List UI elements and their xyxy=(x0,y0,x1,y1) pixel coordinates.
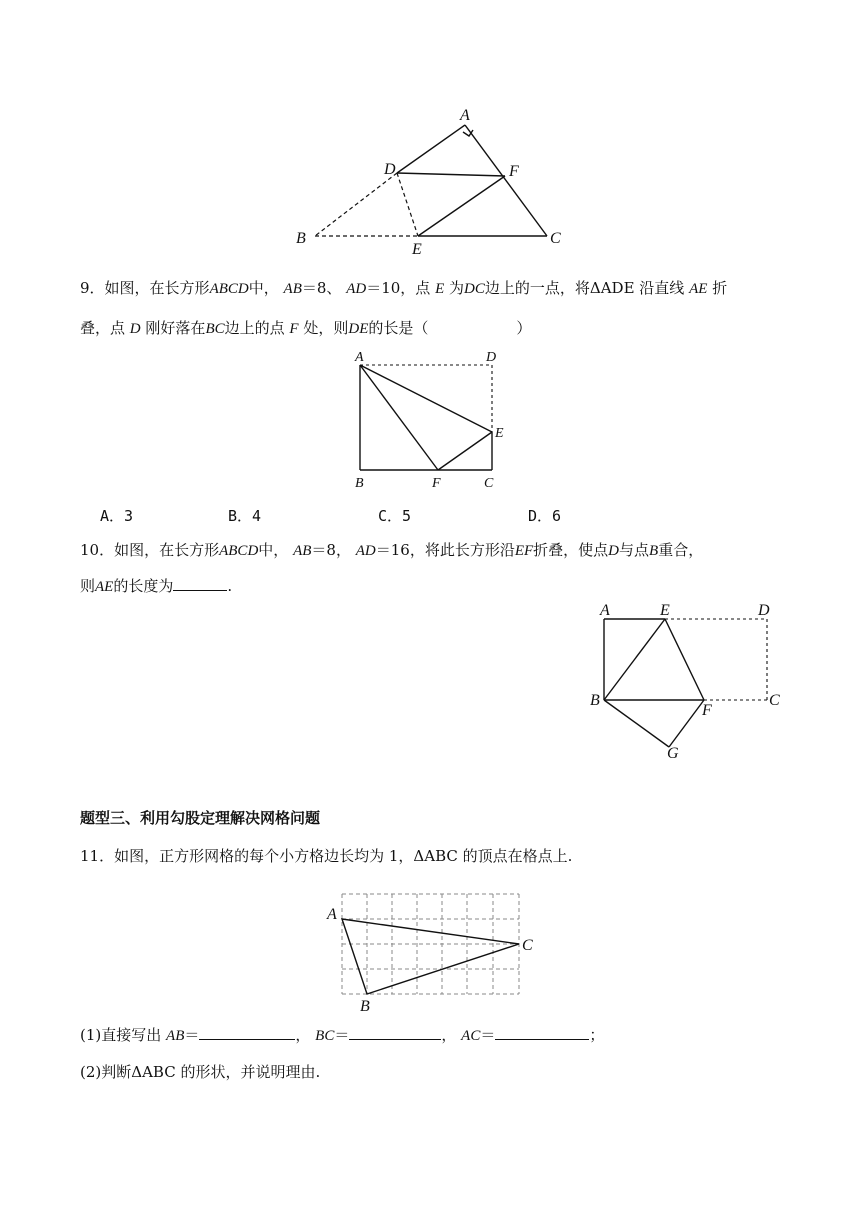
q9-text: 为 xyxy=(449,279,465,297)
q10-text: 与点 xyxy=(619,541,650,559)
q11-figure xyxy=(0,880,860,1020)
q10-var: EF xyxy=(514,543,534,559)
q11-sep: ， xyxy=(295,1026,311,1044)
q10-text: 则 xyxy=(80,577,96,595)
q9-option-c[interactable]: C．5 xyxy=(378,507,412,525)
q9-line1 xyxy=(80,278,727,299)
q11-var: BC xyxy=(315,1028,335,1044)
q9-var: E xyxy=(435,281,445,297)
q10-label-d: D xyxy=(758,602,770,619)
q10-text: ＝16，将此长方形沿 xyxy=(375,541,515,559)
q9-option-b[interactable]: B．4 xyxy=(228,507,262,525)
q9-text: ） xyxy=(516,319,532,337)
q11-label-b: B xyxy=(360,998,370,1015)
q9-option-d[interactable]: D．6 xyxy=(528,507,562,525)
q11-eq: ＝ xyxy=(480,1026,496,1044)
q9-text: 折 xyxy=(712,279,728,297)
q9-var: F xyxy=(289,321,299,337)
q9-var: AD xyxy=(346,281,367,297)
q9-text: ＝10，点 xyxy=(366,279,431,297)
q8-figure xyxy=(0,0,860,260)
q9-line2 xyxy=(80,318,531,339)
q11-sub1 xyxy=(80,1025,604,1046)
q9-text: 中， xyxy=(248,279,279,297)
q11-var: AC xyxy=(461,1028,481,1044)
q11-var: AB xyxy=(166,1028,185,1044)
q9-text: 边上的一点，将ΔADE 沿直线 xyxy=(484,279,685,297)
q11-eq: ＝ xyxy=(334,1026,350,1044)
q10-text: 的长度为 xyxy=(113,577,174,595)
q11-sub2: (2)判断ΔABC 的形状，并说明理由. xyxy=(80,1063,321,1081)
q11-stem-text: 如图，正方形网格的每个小方格边长均为 1，ΔABC 的顶点在格点上. xyxy=(114,847,573,865)
q10-var: ABCD xyxy=(219,543,259,559)
q11-stem xyxy=(80,846,572,866)
section-title: 题型三、利用勾股定理解决网格问题 xyxy=(80,809,321,827)
q10-text: . xyxy=(227,577,233,595)
q9-label-b: B xyxy=(355,476,364,491)
q10-text: 重合， xyxy=(658,541,704,559)
q9-number: 9． xyxy=(80,279,105,297)
q11-label-c: C xyxy=(522,937,533,954)
q8-label-d: D xyxy=(384,161,396,178)
q9-figure xyxy=(0,340,860,500)
q9-label-a: A xyxy=(355,350,364,365)
q8-label-a: A xyxy=(460,107,470,124)
q10-line2 xyxy=(80,576,232,597)
q10-answer-blank[interactable] xyxy=(173,576,227,591)
q9-var: DC xyxy=(464,281,485,297)
q10-line1 xyxy=(80,540,703,561)
q9-var: AB xyxy=(283,281,302,297)
q9-var: DE xyxy=(348,321,369,337)
q10-var: D xyxy=(608,543,620,559)
q11-end: ； xyxy=(589,1026,605,1044)
q11-ac-blank[interactable] xyxy=(495,1025,589,1040)
q11-number: 11． xyxy=(80,847,115,865)
q9-option-a[interactable]: A．3 xyxy=(100,507,134,525)
q10-text: ＝8， xyxy=(311,541,351,559)
q9-label-f: F xyxy=(432,476,441,491)
q11-bc-blank[interactable] xyxy=(349,1025,441,1040)
q8-label-c: C xyxy=(550,230,561,247)
q10-number: 10． xyxy=(80,541,115,559)
q9-label-c: C xyxy=(484,476,494,491)
q9-var: BC xyxy=(205,321,225,337)
q10-var: AD xyxy=(355,543,376,559)
q9-var: D xyxy=(129,321,141,337)
q11-ab-blank[interactable] xyxy=(199,1025,295,1040)
q9-label-e: E xyxy=(495,426,504,441)
q9-text: ＝8、 xyxy=(301,279,342,297)
q10-text: 如图，在长方形 xyxy=(114,541,220,559)
q10-label-c: C xyxy=(769,692,780,709)
q9-text: 的长是（ xyxy=(368,319,429,337)
q10-label-e: E xyxy=(660,602,670,619)
q9-label-d: D xyxy=(486,350,497,365)
q9-text: 边上的点 xyxy=(224,319,285,337)
q10-label-a: A xyxy=(600,602,610,619)
q10-label-f: F xyxy=(702,702,712,719)
q11-label-a: A xyxy=(327,906,337,923)
q11-eq: ＝ xyxy=(184,1026,200,1044)
q9-text: 处，则 xyxy=(303,319,349,337)
q10-var: B xyxy=(649,543,659,559)
q10-text: 折叠，使点 xyxy=(533,541,609,559)
q8-label-f: F xyxy=(509,163,519,180)
q11-sep: ， xyxy=(441,1026,457,1044)
q10-var: AE xyxy=(95,579,114,595)
q8-label-b: B xyxy=(296,230,306,247)
q9-var: ABCD xyxy=(209,281,249,297)
q9-text: 刚好落在 xyxy=(145,319,206,337)
q9-text: 如图，在长方形 xyxy=(104,279,210,297)
q10-label-g: G xyxy=(667,745,679,762)
q8-label-e: E xyxy=(412,241,422,258)
q10-label-b: B xyxy=(590,692,600,709)
q9-var: AE xyxy=(689,281,708,297)
q9-text: 叠，点 xyxy=(80,319,126,337)
q10-var: AB xyxy=(293,543,312,559)
q10-figure xyxy=(0,595,860,775)
q11-sub1-prefix: (1)直接写出 xyxy=(80,1026,162,1044)
q10-text: 中， xyxy=(258,541,289,559)
